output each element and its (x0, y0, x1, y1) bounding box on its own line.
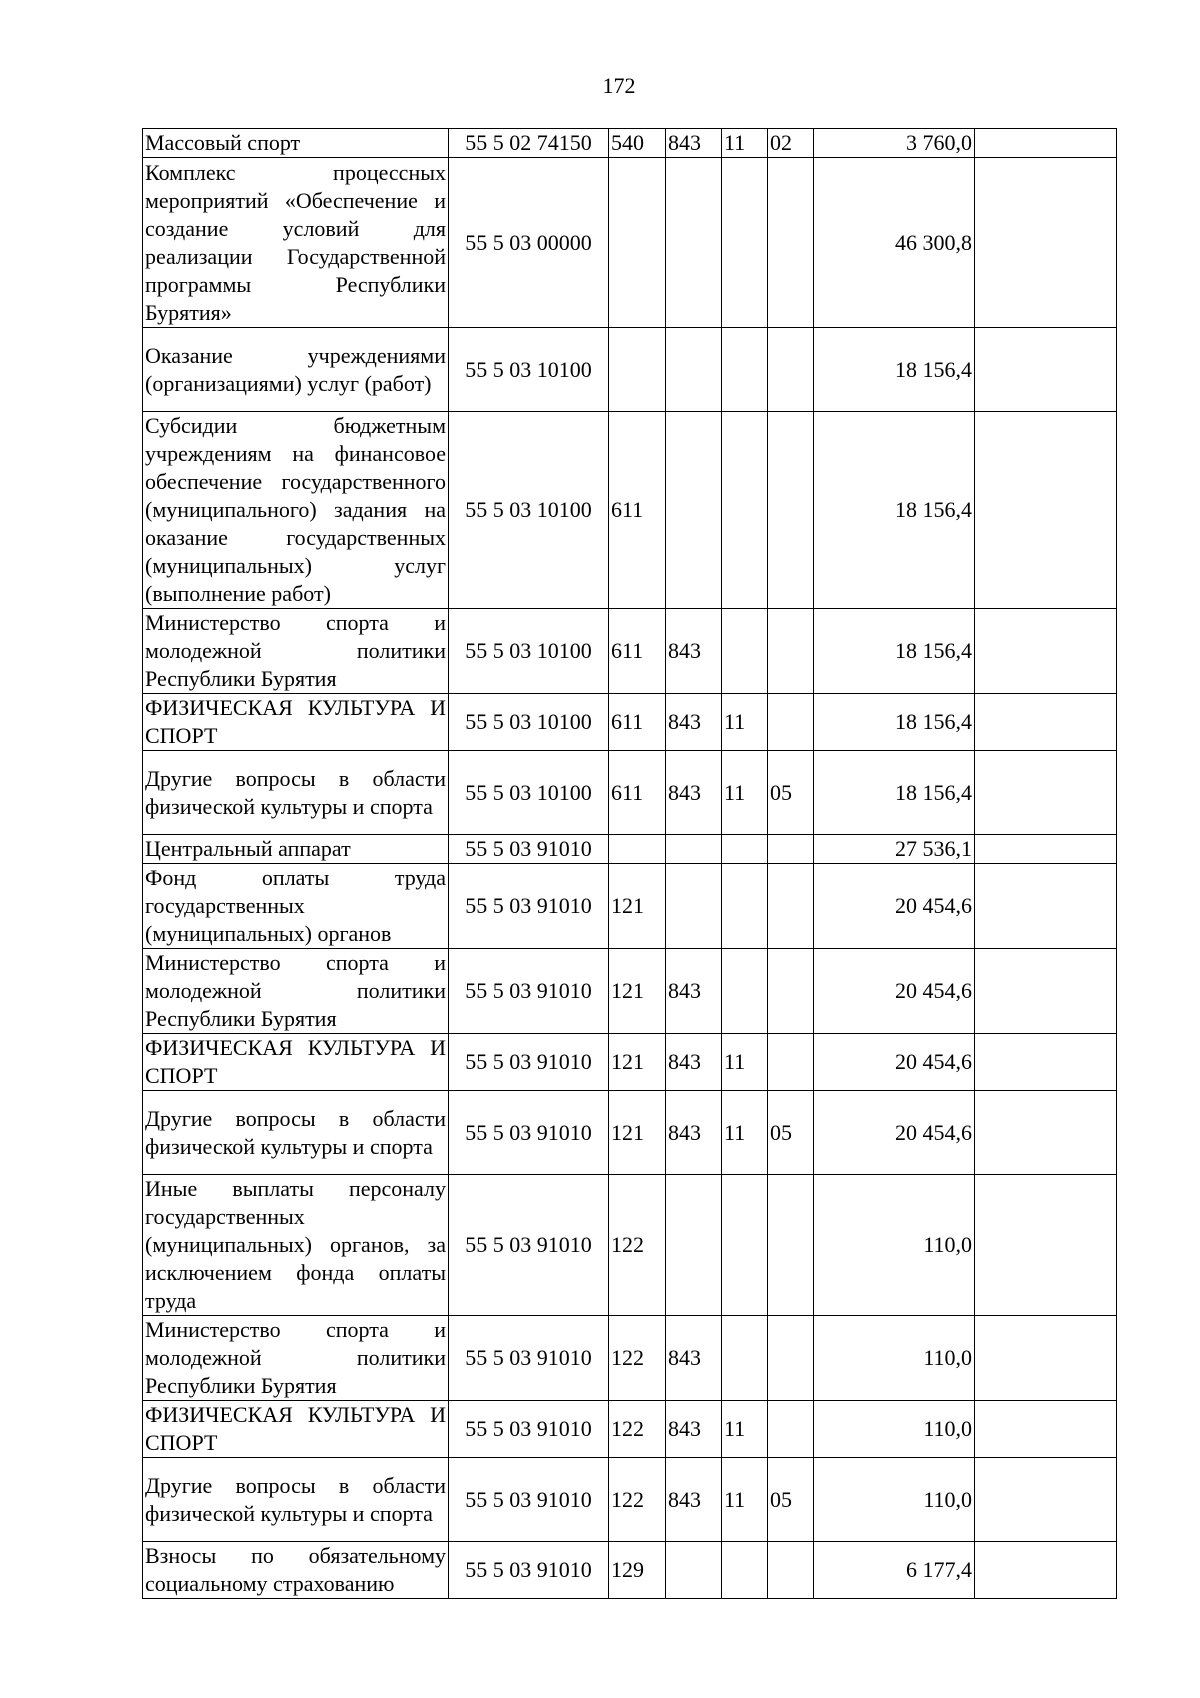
subsection-code (768, 835, 814, 864)
target-code: 55 5 03 10100 (449, 751, 609, 835)
ministry-code (666, 864, 722, 949)
ministry-code: 843 (666, 1458, 722, 1542)
expense-type: 122 (609, 1175, 666, 1316)
section-code (722, 412, 768, 609)
expense-type: 611 (609, 751, 666, 835)
extra-cell (975, 864, 1117, 949)
expense-type (609, 835, 666, 864)
ministry-code (666, 1175, 722, 1316)
table-row (143, 609, 1117, 694)
item-name: Министерство спорта и молодежной политики Республики Бурятия (143, 609, 449, 694)
section-code (722, 1542, 768, 1599)
table-row (143, 1401, 1117, 1458)
table-row (143, 1091, 1117, 1175)
table-row (143, 1034, 1117, 1091)
item-name: Комплекс процессных мероприятий «Обеспечение и создание условий для реализации Государственной программы Республики Бурятия» (143, 158, 449, 328)
extra-cell (975, 1091, 1117, 1175)
expense-type: 121 (609, 949, 666, 1034)
ministry-code: 843 (666, 1034, 722, 1091)
item-name: ФИЗИЧЕСКАЯ КУЛЬТУРА И СПОРТ (143, 1034, 449, 1091)
amount: 110,0 (814, 1316, 975, 1401)
item-name: Оказание учреждениями (организациями) услуг (работ) (143, 328, 449, 412)
subsection-code (768, 412, 814, 609)
extra-cell (975, 129, 1117, 158)
extra-cell (975, 412, 1117, 609)
section-code: 11 (722, 129, 768, 158)
section-code: 11 (722, 1458, 768, 1542)
extra-cell (975, 1175, 1117, 1316)
amount: 20 454,6 (814, 864, 975, 949)
target-code: 55 5 03 10100 (449, 609, 609, 694)
table-row (143, 1316, 1117, 1401)
target-code: 55 5 02 74150 (449, 129, 609, 158)
subsection-code (768, 1316, 814, 1401)
amount: 110,0 (814, 1458, 975, 1542)
section-code: 11 (722, 1091, 768, 1175)
ministry-code (666, 328, 722, 412)
target-code: 55 5 03 00000 (449, 158, 609, 328)
item-name: Министерство спорта и молодежной политики Республики Бурятия (143, 949, 449, 1034)
subsection-code (768, 158, 814, 328)
amount: 20 454,6 (814, 1034, 975, 1091)
amount: 27 536,1 (814, 835, 975, 864)
target-code: 55 5 03 91010 (449, 1316, 609, 1401)
extra-cell (975, 694, 1117, 751)
expense-type: 121 (609, 1034, 666, 1091)
table-row (143, 1175, 1117, 1316)
table-row (143, 328, 1117, 412)
target-code: 55 5 03 91010 (449, 1091, 609, 1175)
target-code: 55 5 03 10100 (449, 412, 609, 609)
table-row (143, 694, 1117, 751)
table-row (143, 158, 1117, 328)
item-name: ФИЗИЧЕСКАЯ КУЛЬТУРА И СПОРТ (143, 694, 449, 751)
extra-cell (975, 328, 1117, 412)
extra-cell (975, 1316, 1117, 1401)
section-code: 11 (722, 1034, 768, 1091)
ministry-code: 843 (666, 129, 722, 158)
ministry-code (666, 1542, 722, 1599)
page-number: 172 (602, 73, 636, 98)
budget-table (142, 128, 1117, 1599)
expense-type (609, 158, 666, 328)
item-name: Иные выплаты персоналу государственных (муниципальных) органов, за исключением фонда оплаты труда (143, 1175, 449, 1316)
subsection-code (768, 694, 814, 751)
amount: 3 760,0 (814, 129, 975, 158)
amount: 110,0 (814, 1175, 975, 1316)
section-code (722, 1175, 768, 1316)
section-code: 11 (722, 751, 768, 835)
extra-cell (975, 1542, 1117, 1599)
extra-cell (975, 158, 1117, 328)
amount: 110,0 (814, 1401, 975, 1458)
ministry-code: 843 (666, 694, 722, 751)
ministry-code: 843 (666, 609, 722, 694)
ministry-code: 843 (666, 949, 722, 1034)
section-code (722, 609, 768, 694)
expense-type: 540 (609, 129, 666, 158)
target-code: 55 5 03 10100 (449, 328, 609, 412)
target-code: 55 5 03 91010 (449, 1034, 609, 1091)
amount: 18 156,4 (814, 609, 975, 694)
item-name: Центральный аппарат (143, 835, 449, 864)
ministry-code: 843 (666, 1316, 722, 1401)
subsection-code (768, 1542, 814, 1599)
amount: 18 156,4 (814, 412, 975, 609)
extra-cell (975, 835, 1117, 864)
item-name: Министерство спорта и молодежной политики Республики Бурятия (143, 1316, 449, 1401)
subsection-code (768, 609, 814, 694)
target-code: 55 5 03 91010 (449, 864, 609, 949)
target-code: 55 5 03 91010 (449, 1458, 609, 1542)
section-code (722, 328, 768, 412)
section-code: 11 (722, 694, 768, 751)
subsection-code: 02 (768, 129, 814, 158)
item-name: Массовый спорт (143, 129, 449, 158)
amount: 20 454,6 (814, 949, 975, 1034)
expense-type: 121 (609, 1091, 666, 1175)
table-row (143, 412, 1117, 609)
ministry-code (666, 412, 722, 609)
amount: 18 156,4 (814, 694, 975, 751)
table-row (143, 751, 1117, 835)
ministry-code: 843 (666, 1401, 722, 1458)
extra-cell (975, 1401, 1117, 1458)
expense-type: 122 (609, 1458, 666, 1542)
target-code: 55 5 03 10100 (449, 694, 609, 751)
expense-type: 122 (609, 1401, 666, 1458)
item-name: Субсидии бюджетным учреждениям на финансовое обеспечение государственного (муниципального) задания на оказание государственных (муниципальных) услуг (выполнение работ) (143, 412, 449, 609)
expense-type (609, 328, 666, 412)
target-code: 55 5 03 91010 (449, 1542, 609, 1599)
table-row (143, 864, 1117, 949)
table-row (143, 1542, 1117, 1599)
item-name: Другие вопросы в области физической культуры и спорта (143, 751, 449, 835)
subsection-code (768, 949, 814, 1034)
expense-type: 611 (609, 412, 666, 609)
expense-type: 122 (609, 1316, 666, 1401)
section-code (722, 158, 768, 328)
amount: 6 177,4 (814, 1542, 975, 1599)
table-row (143, 835, 1117, 864)
section-code (722, 949, 768, 1034)
section-code (722, 1316, 768, 1401)
section-code (722, 864, 768, 949)
section-code (722, 835, 768, 864)
subsection-code (768, 1401, 814, 1458)
subsection-code (768, 1034, 814, 1091)
item-name: Другие вопросы в области физической культуры и спорта (143, 1458, 449, 1542)
target-code: 55 5 03 91010 (449, 1401, 609, 1458)
amount: 18 156,4 (814, 328, 975, 412)
ministry-code: 843 (666, 751, 722, 835)
subsection-code (768, 1175, 814, 1316)
ministry-code (666, 835, 722, 864)
amount: 20 454,6 (814, 1091, 975, 1175)
target-code: 55 5 03 91010 (449, 835, 609, 864)
item-name: Взносы по обязательному социальному страхованию (143, 1542, 449, 1599)
amount: 18 156,4 (814, 751, 975, 835)
subsection-code (768, 328, 814, 412)
extra-cell (975, 609, 1117, 694)
ministry-code (666, 158, 722, 328)
item-name: Фонд оплаты труда государственных (муниципальных) органов (143, 864, 449, 949)
section-code: 11 (722, 1401, 768, 1458)
item-name: ФИЗИЧЕСКАЯ КУЛЬТУРА И СПОРТ (143, 1401, 449, 1458)
table-row (143, 949, 1117, 1034)
subsection-code: 05 (768, 751, 814, 835)
extra-cell (975, 751, 1117, 835)
extra-cell (975, 1034, 1117, 1091)
extra-cell (975, 1458, 1117, 1542)
table-row (143, 129, 1117, 158)
expense-type: 611 (609, 694, 666, 751)
table-row (143, 1458, 1117, 1542)
subsection-code: 05 (768, 1091, 814, 1175)
target-code: 55 5 03 91010 (449, 949, 609, 1034)
extra-cell (975, 949, 1117, 1034)
expense-type: 121 (609, 864, 666, 949)
ministry-code: 843 (666, 1091, 722, 1175)
subsection-code (768, 864, 814, 949)
amount: 46 300,8 (814, 158, 975, 328)
item-name: Другие вопросы в области физической культуры и спорта (143, 1091, 449, 1175)
expense-type: 611 (609, 609, 666, 694)
table-body (143, 129, 1117, 1599)
subsection-code: 05 (768, 1458, 814, 1542)
expense-type: 129 (609, 1542, 666, 1599)
target-code: 55 5 03 91010 (449, 1175, 609, 1316)
